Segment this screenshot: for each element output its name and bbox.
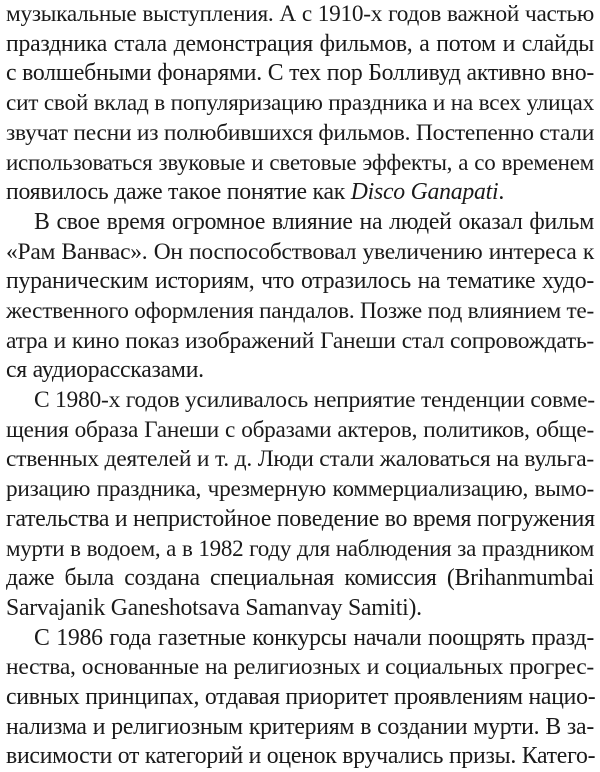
text-line: музыкальные выступления. А с 1910-х годов важной частью bbox=[6, 1, 594, 27]
text-line: нализма и религиозным критериям в создании мурти. В за- bbox=[6, 713, 594, 740]
paragraph-first-line: С 1986 года газетные конкурсы начали поощрять празд- bbox=[34, 624, 594, 651]
text-line: ственных деятелей и т. д. Люди стали жаловаться на вульга- bbox=[6, 446, 594, 473]
text-line: использоваться звуковые и световые эффекты, а со временем bbox=[6, 150, 594, 176]
text-line: нества, основанные на религиозных и социальных прогрес- bbox=[6, 654, 594, 681]
text-line: Sarvajanik Ganeshotsava Samanvay Samiti). bbox=[6, 594, 422, 621]
text-line: висимости от категорий и оценок вручались призы. Катего- bbox=[6, 743, 596, 770]
text-line: ся аудиорассказами. bbox=[6, 357, 204, 384]
text-line: пураническим историям, что отразилось на тематике худо- bbox=[6, 268, 594, 295]
text-line: даже была создана специальная комиссия (Brihanmumbai bbox=[6, 565, 594, 592]
text-line: мурти в водоем, а в 1982 году для наблюдения за праздником bbox=[6, 536, 594, 562]
paragraph-first-line: В свое время огромное влияние на людей оказал фильм bbox=[34, 208, 594, 235]
text-line: с волшебными фонарями. С тех пор Болливуд активно вно- bbox=[6, 60, 594, 87]
italic-term: Disco Ganapati bbox=[350, 179, 499, 206]
text-line: праздника стала демонстрация фильмов, а потом и слайды bbox=[6, 30, 594, 57]
text-segment: появилось даже такое понятие как bbox=[6, 179, 351, 206]
paragraph-first-line: С 1980-х годов усиливалось неприятие тенденции совме- bbox=[34, 387, 595, 413]
text-line bbox=[6, 178, 594, 208]
text-line: звучат песни из полюбившихся фильмов. Постепенно стали bbox=[6, 119, 595, 146]
text-line: гательства и непристойное поведение во время погружения bbox=[6, 505, 595, 532]
text-line: сивных принципах, отдавая приоритет проявлениям нацио- bbox=[6, 683, 596, 710]
text-line: щения образа Ганеши с образами актеров, политиков, обще- bbox=[6, 416, 594, 443]
text-line: ризацию праздника, чрезмерную коммерциализацию, вымо- bbox=[6, 476, 594, 503]
text-line: сит свой вклад в популяризацию праздника и на всех улицах bbox=[6, 90, 594, 117]
text-line: жественного оформления пандалов. Позже под влиянием те- bbox=[6, 297, 594, 324]
text-line: атра и кино показ изображений Ганеши стал сопровождать- bbox=[6, 327, 594, 354]
text-segment: . bbox=[498, 179, 504, 206]
text-line: «Рам Ванвас». Он поспособствовал увеличению интереса к bbox=[6, 238, 594, 265]
